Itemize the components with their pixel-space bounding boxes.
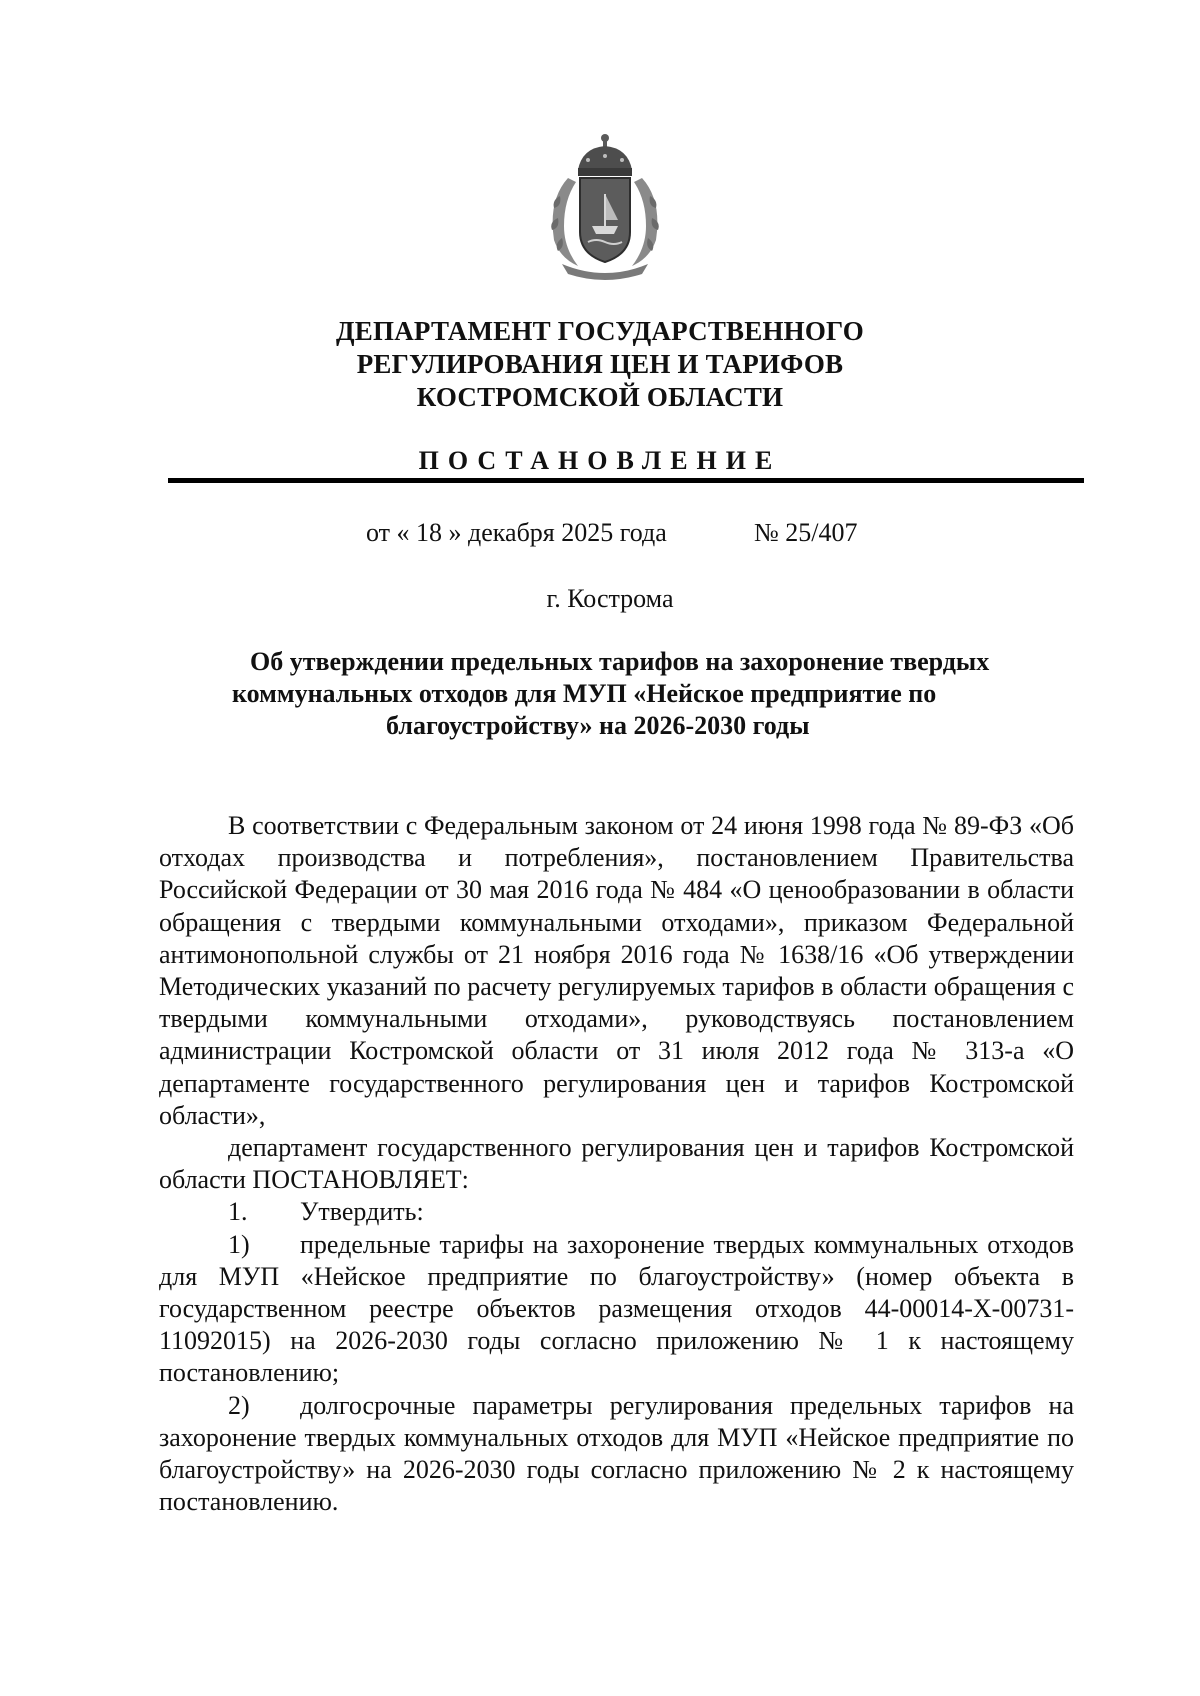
header-divider [168,478,1084,483]
department-name-line-1: ДЕПАРТАМЕНТ ГОСУДАРСТВЕННОГО [336,316,864,346]
department-name-line-3: КОСТРОМСКОЙ ОБЛАСТИ [416,382,784,412]
document-title-line-1: Об утверждении предельных тарифов на захоронение твердых [250,647,990,676]
department-name-line-2: РЕГУЛИРОВАНИЯ ЦЕН И ТАРИФОВ [356,349,844,379]
preamble-paragraph: В соответствии с Федеральным законом от 24 июня 1998 года № 89-ФЗ «Об отходах производства и потребления», постановлением Правительства Российской Федерации от 30 мая 2016 года № 484 «О ценообразовании в области обращения с твердыми коммунальными отходами», приказом Федеральной антимонопольной службы от 21 ноября 2016 года № 1638/16 «Об утверждении Методических указаний по расчету регулируемых тарифов в области обращения с твердыми коммунальными отходами», руководствуясь постановлением администрации Костромской области от 31 июля 2012 года № 313-а «О департаменте государственного регулирования цен и тарифов Костромской области», [159,811,1074,1130]
sub-item-1 [159,1229,1074,1390]
document-title-line-2: коммунальных отходов для МУП «Нейское предприятие по [232,679,937,708]
document-number: № 25/407 [754,518,858,547]
item-1 [159,1196,1074,1228]
document-type-heading: ПОСТАНОВЛЕНИЕ [418,446,782,475]
resolution-paragraph: департамент государственного регулирования цен и тарифов Костромской области ПОСТАНОВЛЯЕТ: [159,1133,1074,1195]
sub-item-1-text: предельные тарифы на захоронение твердых коммунальных отходов для МУП «Нейское предприятие по благоустройству» (номер объекта в государственном реестре объектов размещения отходов 44-00014-Х-00731-11092015) на 2026-2030 годы согласно приложению № 1 к настоящему постановлению; [159,1229,1074,1388]
document-body [159,810,1074,1518]
item-1-text: Утвердить: [300,1197,424,1227]
item-1-number: 1. [228,1197,248,1227]
document-title-line-3: благоустройству» на 2026-2030 годы [386,711,810,740]
sub-item-2-number: 2) [228,1390,250,1420]
sub-item-2 [159,1390,1074,1519]
document-city: г. Кострома [546,584,674,613]
document-date: от « 18 » декабря 2025 года [366,518,667,547]
sub-item-2-text: долгосрочные параметры регулирования предельных тарифов на захоронение твердых коммунальных отходов для МУП «Нейское предприятие по благоустройству» на 2026-2030 годы согласно приложению № 2 к настоящему постановлению. [159,1390,1074,1517]
coat-of-arms-emblem [538,130,672,280]
sub-item-1-number: 1) [228,1229,250,1259]
